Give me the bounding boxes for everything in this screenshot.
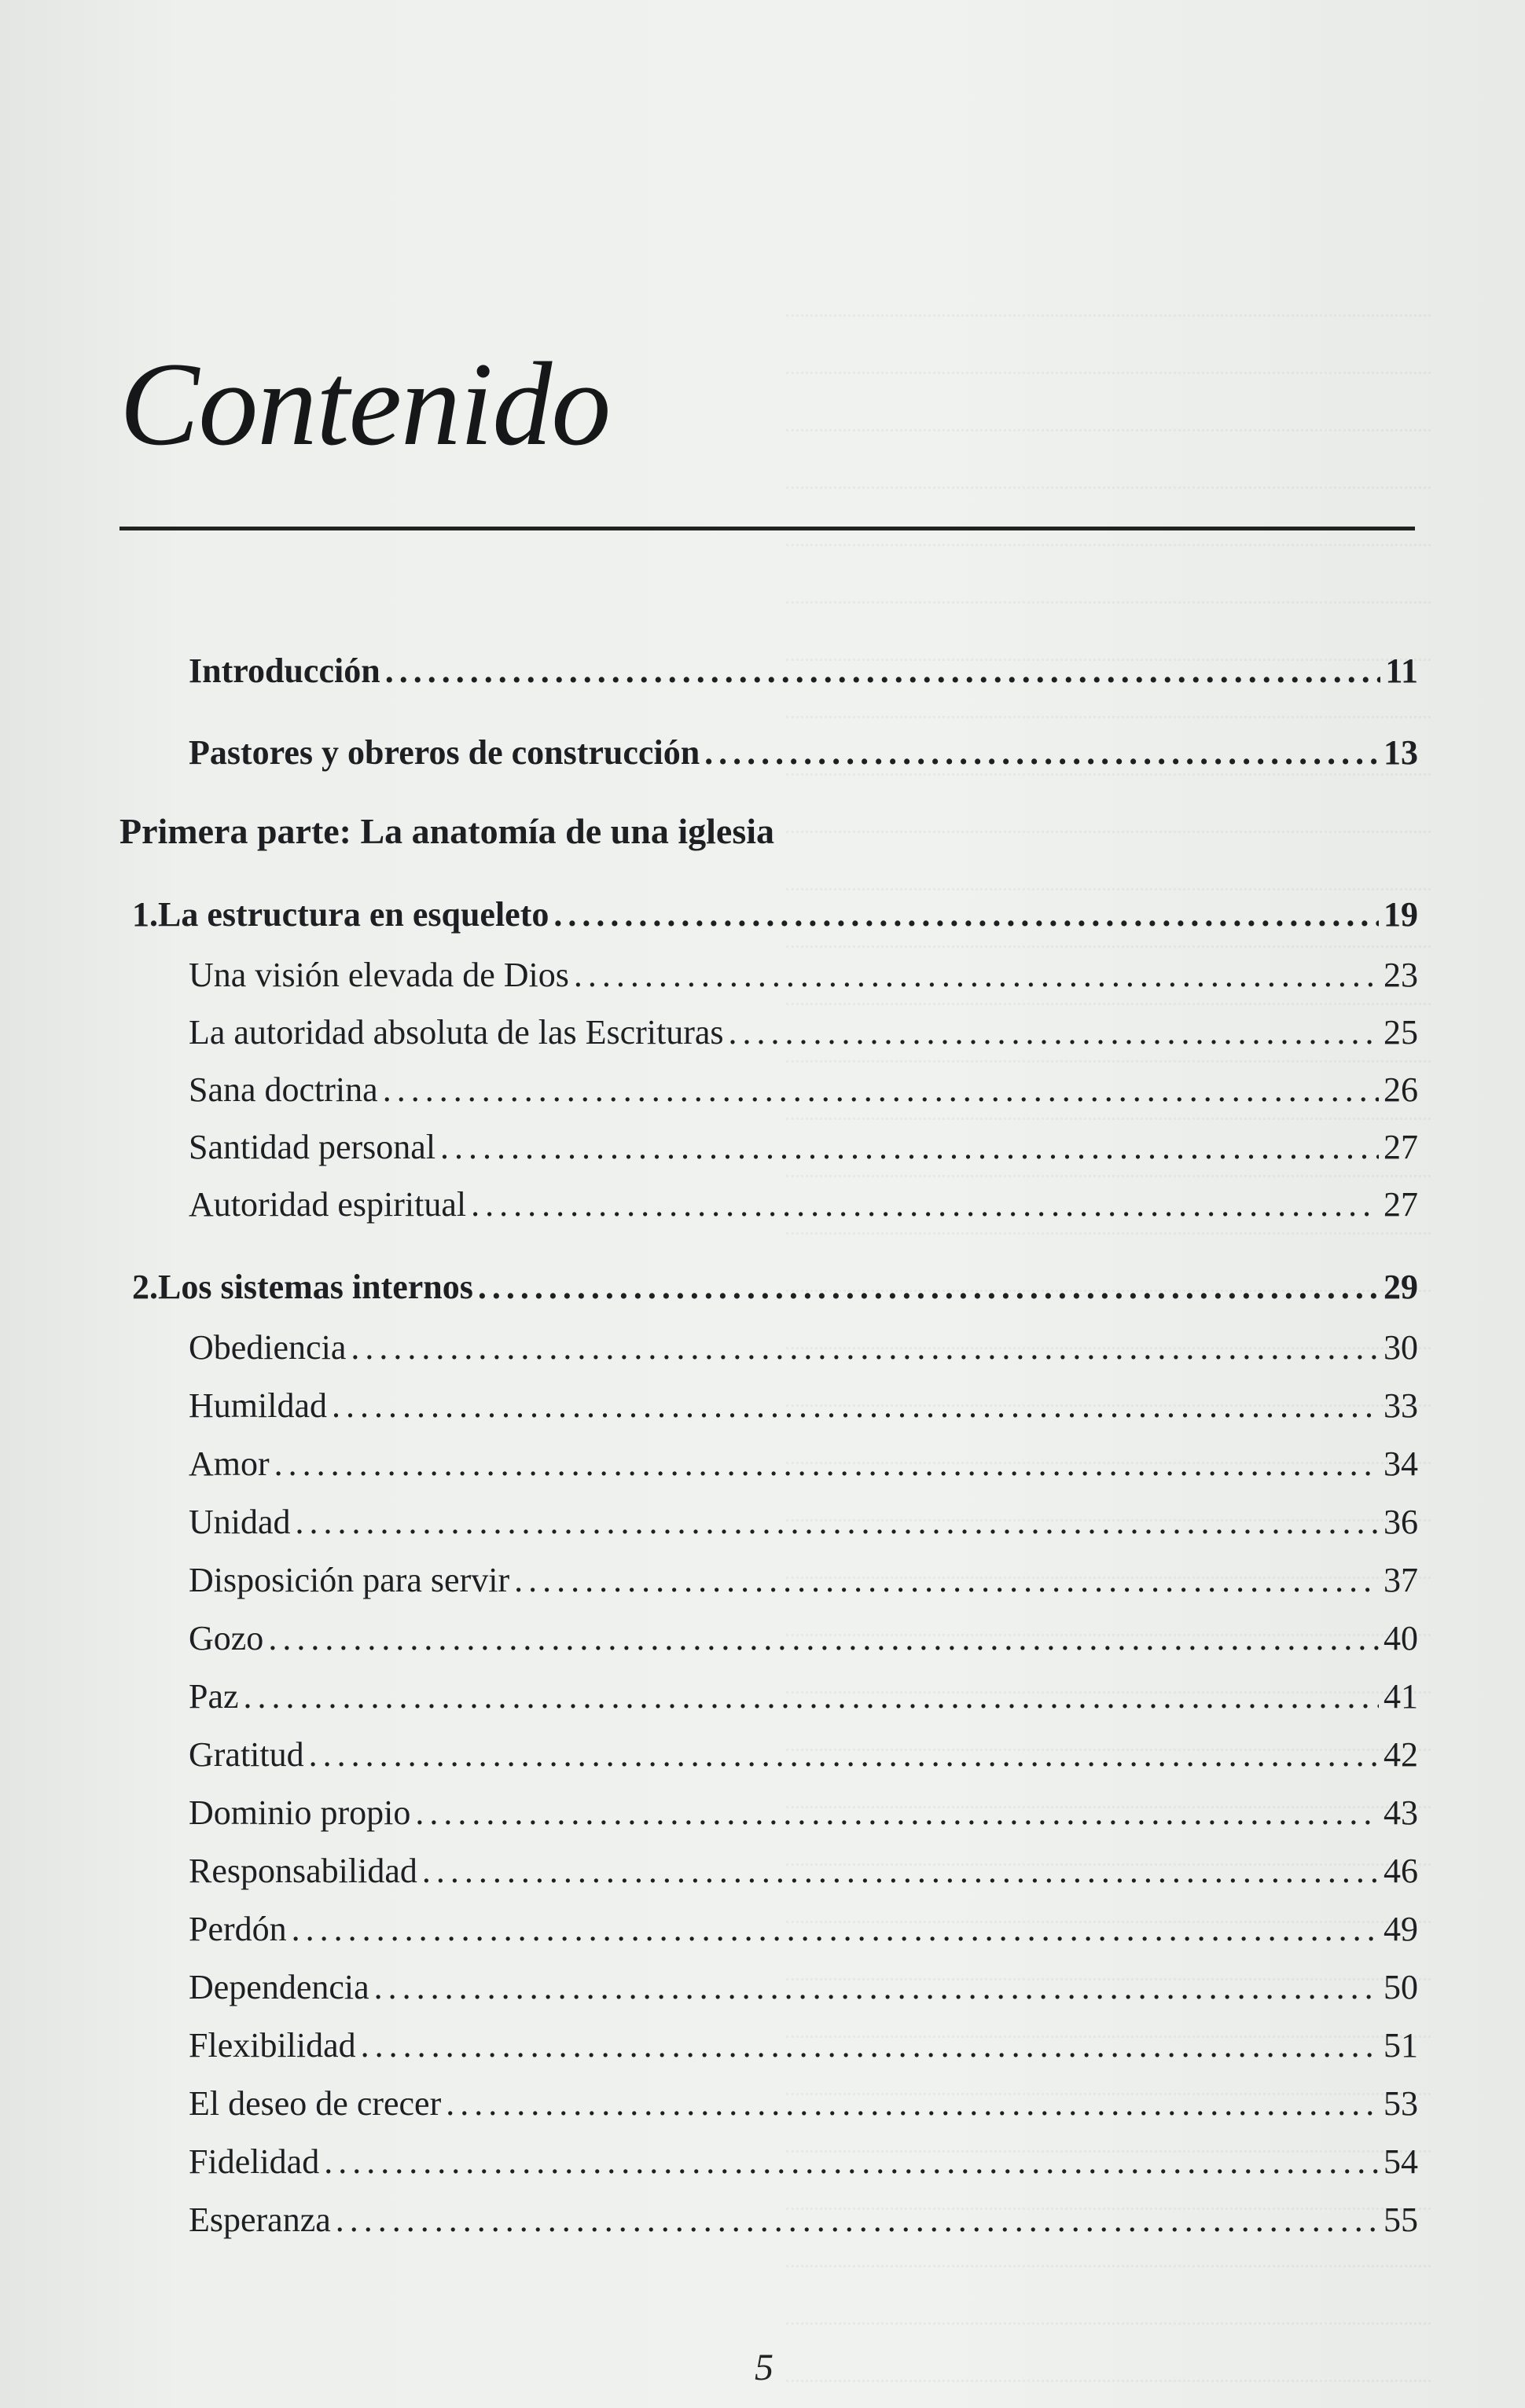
leader-dots bbox=[440, 1125, 1379, 1169]
leader-dots bbox=[385, 649, 1381, 693]
leader-dots bbox=[514, 1558, 1379, 1602]
toc-entry-label: La estructura en esqueleto bbox=[158, 895, 549, 934]
toc-entry-page: 53 bbox=[1384, 2084, 1418, 2123]
toc-entry-page: 42 bbox=[1384, 1735, 1418, 1774]
toc-entry-introduccion[interactable] bbox=[189, 649, 1418, 693]
leader-dots bbox=[274, 1442, 1379, 1486]
toc-entry-label: Paz bbox=[189, 1677, 239, 1716]
toc-entry-label: Autoridad espiritual bbox=[189, 1185, 467, 1224]
toc-item[interactable] bbox=[189, 1617, 1418, 1661]
toc-entry-page: 23 bbox=[1384, 956, 1418, 994]
leader-dots bbox=[336, 2198, 1379, 2242]
page-number: 5 bbox=[755, 2347, 774, 2388]
chapter-number: 2. bbox=[132, 1268, 158, 1306]
toc-entry-label: Gozo bbox=[189, 1619, 264, 1657]
leader-dots bbox=[478, 1265, 1379, 1309]
toc-entry-page: 50 bbox=[1384, 1968, 1418, 2006]
leader-dots bbox=[296, 1500, 1379, 1544]
toc-item[interactable] bbox=[189, 2082, 1418, 2126]
leader-dots bbox=[704, 731, 1379, 775]
toc-entry-label: Fidelidad bbox=[189, 2142, 320, 2181]
toc-entry-page: 19 bbox=[1384, 895, 1418, 934]
toc-item[interactable] bbox=[189, 1675, 1418, 1719]
part-heading: Primera parte: La anatomía de una iglesia bbox=[119, 811, 775, 851]
toc-entry-label: Pastores y obreros de construcción bbox=[189, 733, 700, 772]
toc-item[interactable] bbox=[189, 1733, 1418, 1777]
toc-item[interactable] bbox=[189, 1849, 1418, 1893]
title-rule bbox=[119, 527, 1415, 530]
toc-entry-page: 30 bbox=[1384, 1328, 1418, 1367]
toc-entry-page: 43 bbox=[1384, 1793, 1418, 1832]
toc-item[interactable] bbox=[189, 2140, 1418, 2184]
toc-entry-label: El deseo de crecer bbox=[189, 2084, 442, 2123]
toc-item[interactable] bbox=[189, 1326, 1418, 1370]
toc-entry-label: Esperanza bbox=[189, 2201, 331, 2239]
toc-entry-page: 33 bbox=[1384, 1386, 1418, 1425]
toc-entry-label: Flexibilidad bbox=[189, 2026, 356, 2065]
leader-dots bbox=[324, 2140, 1379, 2184]
toc-item[interactable] bbox=[189, 1791, 1418, 1835]
leader-dots bbox=[268, 1617, 1379, 1661]
toc-entry-label: Humildad bbox=[189, 1386, 327, 1425]
toc-item[interactable] bbox=[189, 2198, 1418, 2242]
leader-dots bbox=[446, 2082, 1379, 2126]
leader-dots bbox=[383, 1068, 1379, 1112]
leader-dots bbox=[729, 1011, 1379, 1055]
leader-dots bbox=[553, 893, 1379, 937]
toc-entry-page: 36 bbox=[1384, 1503, 1418, 1541]
leader-dots bbox=[244, 1675, 1379, 1719]
toc-entry-page: 55 bbox=[1384, 2201, 1418, 2239]
leader-dots bbox=[471, 1183, 1379, 1227]
toc-entry-label: Los sistemas internos bbox=[158, 1268, 473, 1306]
toc-entry-label: Responsabilidad bbox=[189, 1852, 417, 1890]
toc-entry-label: Santidad personal bbox=[189, 1128, 436, 1166]
toc-item[interactable] bbox=[189, 1068, 1418, 1112]
toc-entry-page: 34 bbox=[1384, 1444, 1418, 1483]
toc-entry-label: Una visión elevada de Dios bbox=[189, 956, 569, 994]
toc-entry-label: Dominio propio bbox=[189, 1793, 411, 1832]
leader-dots bbox=[374, 1966, 1379, 2010]
toc-entry-label: Obediencia bbox=[189, 1328, 347, 1367]
toc-chapter-2[interactable] bbox=[132, 1265, 1418, 1309]
toc-entry-label: La autoridad absoluta de las Escrituras bbox=[189, 1013, 724, 1052]
toc-entry-page: 25 bbox=[1384, 1013, 1418, 1052]
toc-entry-page: 40 bbox=[1384, 1619, 1418, 1657]
toc-entry-label: Unidad bbox=[189, 1503, 291, 1541]
toc-entry-label: Dependencia bbox=[189, 1968, 369, 2006]
toc-entry-page: 49 bbox=[1384, 1910, 1418, 1948]
toc-entry-label: Disposición para servir bbox=[189, 1561, 510, 1599]
toc-entry-label: Sana doctrina bbox=[189, 1070, 378, 1109]
chapter-number: 1. bbox=[132, 895, 158, 934]
toc-item[interactable] bbox=[189, 1384, 1418, 1428]
leader-dots bbox=[309, 1733, 1379, 1777]
toc-entry-label: Perdón bbox=[189, 1910, 287, 1948]
toc-entry-label: Introducción bbox=[189, 652, 380, 690]
page-title: Contenido bbox=[119, 338, 611, 470]
toc-chapter-1[interactable] bbox=[132, 893, 1418, 937]
leader-dots bbox=[415, 1791, 1379, 1835]
toc-item[interactable] bbox=[189, 1558, 1418, 1602]
toc-item[interactable] bbox=[189, 1907, 1418, 1951]
toc-entry-page: 13 bbox=[1384, 733, 1418, 772]
leader-dots bbox=[292, 1907, 1379, 1951]
toc-item[interactable] bbox=[189, 1500, 1418, 1544]
toc-entry-page: 27 bbox=[1384, 1185, 1418, 1224]
toc-entry-page: 11 bbox=[1385, 652, 1418, 690]
toc-entry-label: Gratitud bbox=[189, 1735, 304, 1774]
toc-entry-page: 27 bbox=[1384, 1128, 1418, 1166]
toc-entry-page: 41 bbox=[1384, 1677, 1418, 1716]
leader-dots bbox=[351, 1326, 1379, 1370]
toc-item[interactable] bbox=[189, 1183, 1418, 1227]
toc-entry-pastores[interactable] bbox=[189, 731, 1418, 775]
leader-dots bbox=[361, 2024, 1379, 2068]
toc-entry-page: 51 bbox=[1384, 2026, 1418, 2065]
toc-entry-label: Amor bbox=[189, 1444, 270, 1483]
toc-item[interactable] bbox=[189, 953, 1418, 997]
toc-item[interactable] bbox=[189, 1442, 1418, 1486]
toc-entry-page: 46 bbox=[1384, 1852, 1418, 1890]
toc-item[interactable] bbox=[189, 2024, 1418, 2068]
toc-entry-page: 54 bbox=[1384, 2142, 1418, 2181]
toc-item[interactable] bbox=[189, 1966, 1418, 2010]
toc-entry-page: 37 bbox=[1384, 1561, 1418, 1599]
leader-dots bbox=[422, 1849, 1379, 1893]
toc-item[interactable] bbox=[189, 1011, 1418, 1055]
toc-item[interactable] bbox=[189, 1125, 1418, 1169]
toc-entry-page: 29 bbox=[1384, 1268, 1418, 1306]
toc-entry-page: 26 bbox=[1384, 1070, 1418, 1109]
leader-dots bbox=[574, 953, 1379, 997]
leader-dots bbox=[332, 1384, 1379, 1428]
